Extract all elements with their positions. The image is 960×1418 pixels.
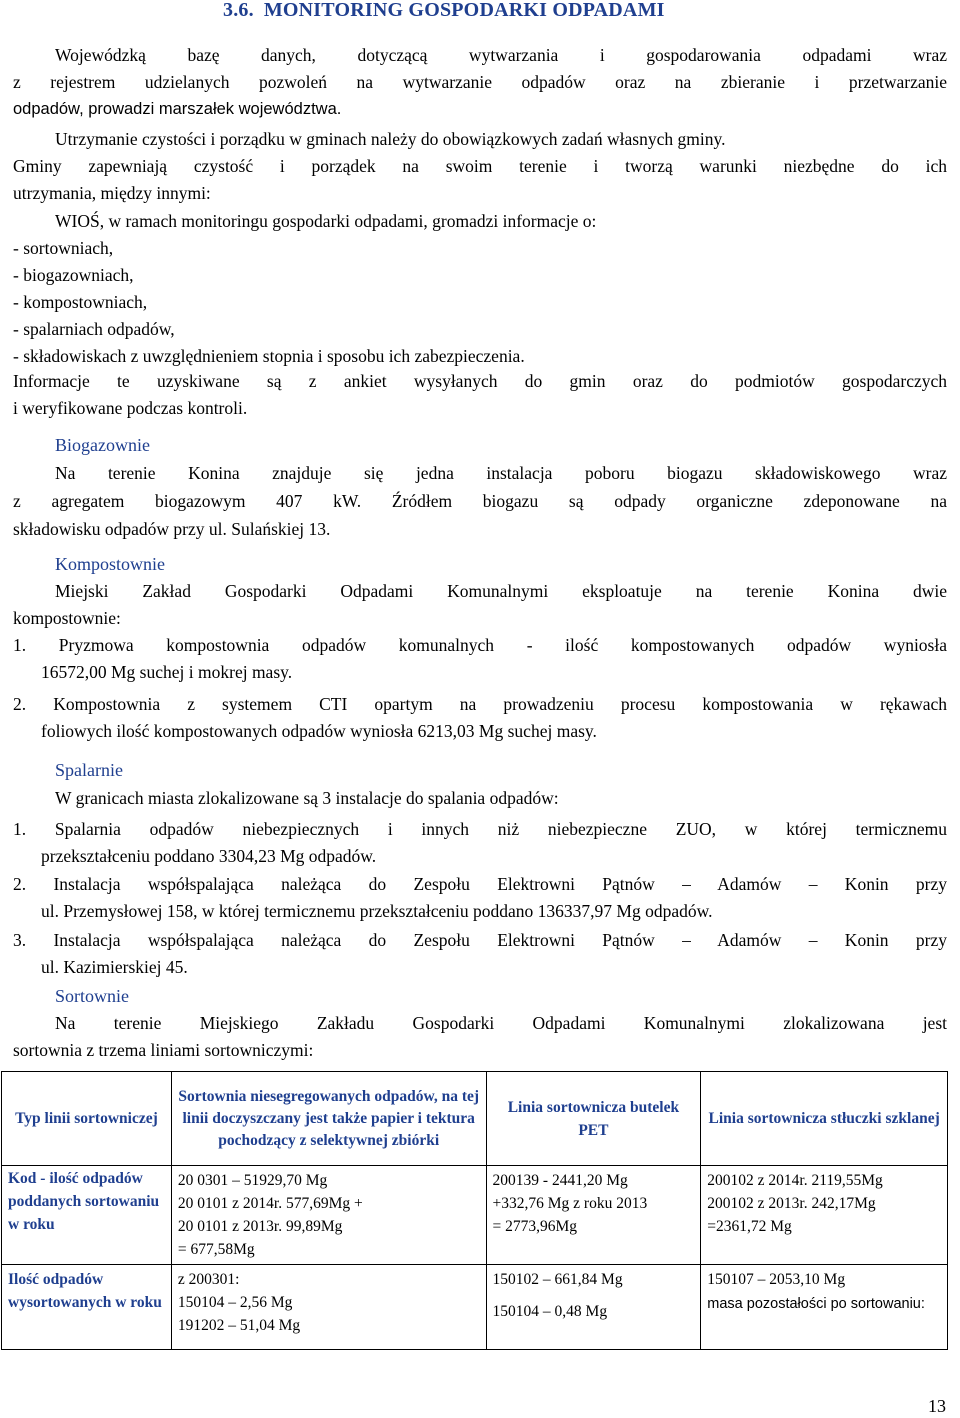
- body-line: W granicach miasta zlokalizowane są 3 instalacje do spalania odpadów:: [55, 788, 559, 808]
- table-row: [2, 1166, 948, 1265]
- table-cell: [171, 1166, 486, 1265]
- section-number: 3.6.: [223, 0, 254, 21]
- intro-line: odpadów, prowadzi marszałek województwa.: [13, 100, 342, 118]
- cell-line: 150102 – 661,84 Mg: [492, 1271, 623, 1288]
- table-cell: [701, 1265, 948, 1350]
- list-item-continuation: foliowych ilość kompostowanych odpadów wyniosła 6213,03 Mg suchej masy.: [41, 721, 597, 741]
- body-line: kompostownie:: [13, 608, 121, 628]
- cell-line: = 677,58Mg: [177, 1241, 255, 1258]
- cell-line: masa pozostałości po sortowaniu:: [707, 1296, 925, 1312]
- table-header-cell: Sortownia niesegregowanych odpadów, na tej linii doczyszczany jest także papier i tektura pochodzący z selektywnej zbiórki: [171, 1072, 486, 1166]
- table-cell: [486, 1265, 701, 1350]
- table-row: [2, 1265, 948, 1350]
- table-cell: [701, 1166, 948, 1265]
- body-line: składowisku odpadów przy ul. Sulańskiej 13.: [13, 519, 331, 539]
- table-row-label: Ilość odpadów wysortowanych w roku: [2, 1265, 172, 1350]
- cell-line: +332,76 Mg z roku 2013: [492, 1195, 648, 1212]
- intro-line: i weryfikowane podczas kontroli.: [13, 398, 248, 418]
- cell-line: 20 0101 z 2013r. 99,89Mg: [177, 1218, 343, 1235]
- subsection-heading: Sortownie: [55, 986, 129, 1006]
- table-row-label: Kod - ilość odpadów poddanych sortowaniu w roku: [2, 1166, 172, 1265]
- table-cell: [486, 1166, 701, 1265]
- table-cell: [171, 1265, 486, 1350]
- list-item: 2. Kompostownia z systemem CTI opartym na prowadzeniu procesu kompostowania w rękawach: [13, 694, 947, 714]
- table-header-cell: Linia sortownicza butelek PET: [486, 1072, 701, 1166]
- intro-line: Informacje te uzyskiwane są z ankiet wysyłanych do gmin oraz do podmiotów gospodarczych: [13, 371, 947, 391]
- cell-line: z 200301:: [177, 1271, 240, 1288]
- list-item: - sortowniach,: [13, 238, 114, 258]
- cell-line: 200102 z 2014r. 2119,55Mg: [707, 1172, 883, 1189]
- list-item: - składowiskach z uwzględnieniem stopnia i sposobu ich zabezpieczenia.: [13, 346, 525, 366]
- table-header-cell: Linia sortownicza stłuczki szklanej: [701, 1072, 948, 1166]
- intro-line: utrzymania, między innymi:: [13, 183, 211, 203]
- intro-line: WIOŚ, w ramach monitoringu gospodarki odpadami, gromadzi informacje o:: [55, 211, 597, 231]
- list-item: - kompostowniach,: [13, 292, 148, 312]
- cell-line: = 2773,96Mg: [492, 1218, 578, 1235]
- page-number: 13: [928, 1396, 946, 1416]
- list-item-continuation: przekształceniu poddano 3304,23 Mg odpadów.: [41, 846, 377, 866]
- cell-line: =2361,72 Mg: [707, 1218, 792, 1235]
- cell-line: 150104 – 2,56 Mg: [177, 1294, 293, 1311]
- sorting-lines-table: [1, 1071, 948, 1350]
- body-line: Na terenie Miejskiego Zakładu Gospodarki Odpadami Komunalnymi zlokalizowana jest: [55, 1013, 947, 1033]
- cell-line: 191202 – 51,04 Mg: [177, 1317, 301, 1334]
- intro-line: Utrzymanie czystości i porządku w gminach należy do obowiązkowych zadań własnych gminy.: [55, 129, 726, 149]
- subsection-heading: Biogazownie: [55, 435, 150, 455]
- table-header-row: [2, 1072, 948, 1166]
- list-item: 1. Spalarnia odpadów niebezpiecznych i innych niż niebezpieczne ZUO, w której termicznemu: [13, 819, 947, 839]
- list-item: 2. Instalacja współspalająca należąca do Zespołu Elektrowni Pątnów – Adamów – Konin przy: [13, 874, 947, 894]
- cell-line: 20 0101 z 2014r. 577,69Mg +: [177, 1195, 363, 1212]
- list-item: - spalarniach odpadów,: [13, 319, 175, 339]
- list-item: - biogazowniach,: [13, 265, 134, 285]
- intro-line: z rejestrem udzielanych pozwoleń na wytwarzanie odpadów oraz na zbieranie i przetwarzanie: [13, 72, 947, 92]
- body-line: Na terenie Konina znajduje się jedna instalacja poboru biogazu składowiskowego wraz: [55, 463, 947, 483]
- table-header-cell: Typ linii sortowniczej: [2, 1072, 172, 1166]
- cell-line: 150107 – 2053,10 Mg: [707, 1271, 846, 1288]
- intro-line: Gminy zapewniają czystość i porządek na swoim terenie i tworzą warunki niezbędne do ich: [13, 156, 947, 176]
- cell-line: 200102 z 2013r. 242,17Mg: [707, 1195, 876, 1212]
- body-line: z agregatem biogazowym 407 kW. Źródłem biogazu są odpady organiczne zdeponowane na: [13, 491, 947, 511]
- list-item: 1. Pryzmowa kompostownia odpadów komunalnych - ilość kompostowanych odpadów wyniosła: [13, 635, 947, 655]
- subsection-heading: Spalarnie: [55, 760, 123, 780]
- body-line: Miejski Zakład Gospodarki Odpadami Komunalnymi eksploatuje na terenie Konina dwie: [55, 581, 947, 601]
- list-item-continuation: ul. Przemysłowej 158, w której termicznemu przekształceniu poddano 136337,97 Mg odpadów.: [41, 901, 713, 921]
- intro-line: Wojewódzką bazę danych, dotyczącą wytwarzania i gospodarowania odpadami wraz: [55, 45, 947, 65]
- subsection-heading: Kompostownie: [55, 554, 165, 574]
- cell-line: 150104 – 0,48 Mg: [492, 1303, 608, 1320]
- cell-line: 200139 - 2441,20 Mg: [492, 1172, 628, 1189]
- list-item-continuation: ul. Kazimierskiej 45.: [41, 957, 188, 977]
- section-title: MONITORING GOSPODARKI ODPADAMI: [263, 0, 665, 21]
- list-item: 3. Instalacja współspalająca należąca do Zespołu Elektrowni Pątnów – Adamów – Konin przy: [13, 930, 947, 950]
- list-item-continuation: 16572,00 Mg suchej i mokrej masy.: [41, 662, 293, 682]
- cell-line: 20 0301 – 51929,70 Mg: [177, 1172, 328, 1189]
- body-line: sortownia z trzema liniami sortowniczymi:: [13, 1040, 314, 1060]
- section-heading: [223, 0, 665, 22]
